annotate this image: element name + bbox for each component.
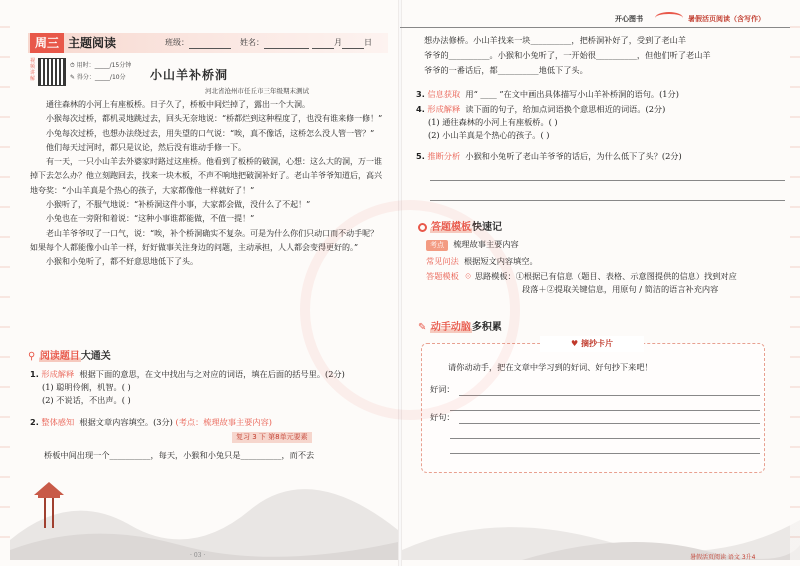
q4-sub1[interactable]: (1) 通往森林的小河上有座板桥。( ) xyxy=(428,117,558,127)
paragraph: 小兔也在一旁附和着说：“这种小事谁都能做，不值一提！” xyxy=(46,214,255,224)
template-row-answer: 答题模板 ☉ 思路模板：①根据已有信息（题目、表格、示意图提供的信息）找到对应 段落＋②提取关键信息，用原句 / 简洁的语言补充内容 xyxy=(426,271,737,294)
q2-fill-line[interactable]: 桥板中间出现一个__________，每天，小猴和小兔只是__________，而不去 xyxy=(44,450,315,460)
crane-icon xyxy=(655,12,683,24)
question-2: 2. 整体感知 根据文章内容填空。(3分) (考点：梳理故事主要内容) xyxy=(30,417,272,427)
template-topic: 考点 梳理故事主要内容 xyxy=(426,238,786,251)
template-row-question: 常见问法 根据短文内容填空。 xyxy=(426,256,538,266)
excerpt-card-title: ♥ 摘抄卡片 xyxy=(540,336,644,352)
watermark-logo xyxy=(300,200,520,420)
q1-sub2[interactable]: (2) 不说话，不出声。( ) xyxy=(42,395,131,405)
score-row: ✎ 得分：_____/10分 xyxy=(70,74,126,81)
question-4: 4. 形成解释 读下面的句子，给加点词语换个意思相近的词语。(2分) (1) 通往森林的小河上有座板桥。( ) (2) 小山羊真是个热心的孩子。( ) xyxy=(416,103,786,142)
q5-answer-line-1[interactable] xyxy=(430,180,785,181)
paragraph: 通往森林的小河上有座板桥。日子久了，桥板中间烂掉了，露出一个大洞。 xyxy=(46,100,310,109)
paragraph: 小猴每次过桥，都机灵地跳过去，回头无奈地说：“桥都烂到这种程度了，也没有谁来修一修！” xyxy=(46,114,383,124)
header-rule xyxy=(400,27,790,28)
ink-landscape-decor-right xyxy=(402,470,800,560)
excerpt-card-prompt: 请你动动手，把在文章中学习到的好词、好句抄下来吧！ xyxy=(448,362,653,372)
question-5: 5. 推断分析 小猴和小兔听了老山羊爷爷的话后，为什么低下了头？(2分) xyxy=(416,151,682,161)
paragraph: 小猴听了，不服气地说：“补桥洞这件小事，大家都会做，没什么了不起！” xyxy=(46,200,311,210)
section-title-hands-on: ✎ 动手动脑多积累 xyxy=(418,322,502,333)
class-field[interactable]: 班级： xyxy=(165,33,231,53)
pencil-icon: ✎ xyxy=(418,322,427,333)
q2-continued[interactable]: 想办法修桥。小山羊找来一块__________，把桥洞补好了，受到了老山羊 爷爷的__________。小猴和小兔听了，一开始很__________，但他们听了老山羊 爷爷的一番话后，都__________地低下了头。 xyxy=(424,35,711,75)
qr-code[interactable] xyxy=(38,58,66,86)
paragraph: 小兔每次过桥，也想办法绕过去，用失望的口气说：“唉，真不像话，这桥怎么没人管一管？” xyxy=(46,128,375,138)
story-source: 河北省沧州市任丘市三年级期末测试 xyxy=(205,87,309,95)
story-title: 小山羊补桥洞 xyxy=(150,68,229,82)
q5-answer-line-2[interactable] xyxy=(430,200,785,201)
topic-pill: 考点 xyxy=(426,240,448,251)
date-field[interactable]: 月 日 xyxy=(312,33,372,53)
paragraph: 他们每天过河时，都只是议论，然后没有谁动手修一下。 xyxy=(46,142,246,152)
lightbulb-icon: ☉ xyxy=(463,271,473,281)
header-title: 暑假活页阅读（含写作） xyxy=(688,15,765,23)
q1-sub1[interactable]: (1) 聪明伶俐，机智。( ) xyxy=(42,382,131,392)
header-brand: 开心图书 xyxy=(615,15,643,23)
good-sentences-field[interactable]: 好句： xyxy=(430,410,760,454)
paragraph: 有一天，一只小山羊去外婆家时路过这座桥。他看到了板桥的破洞，心想：这么大的洞，万一谁掉下去怎么办？他立刻跑回去，找来一块木板，不声不响地把破洞补好了。老山羊爷爷知道后，高兴地夸奖：“小山羊真是个热心的孩子，大家都像他一样就好了！” xyxy=(30,157,382,195)
heart-icon: ♥ xyxy=(571,339,579,348)
good-words-field[interactable]: 好词： xyxy=(430,382,760,411)
question-3: 3. 信息获取 用“ ____ ”在文中画出具体描写小山羊补桥洞的语句。(1分) xyxy=(416,89,679,99)
footer-label: 暑假活页阅读 语文 3升4 xyxy=(690,554,756,561)
paragraph: 老山羊爷爷叹了一口气，说：“唉，补个桥洞确实不复杂。可是为什么你们只动口而不动手呢？如果每个人都能像小山羊一样，好好做事关注身边的问题，主动承担，人人都会变得更好的。” xyxy=(30,228,379,252)
question-1: 1. 形成解释 根据下面的意思，在文中找出与之对应的词语，填在后面的括号里。(2分) (1) 聪明伶俐，机智。( ) (2) 不说话，不出声。( ) xyxy=(30,368,390,407)
time-score-box xyxy=(70,60,131,84)
time-row: ⏱ 用时：_____/15分钟 xyxy=(70,62,132,69)
name-field[interactable]: 姓名： xyxy=(240,33,309,53)
magnifier-icon: ⚲ xyxy=(28,351,36,362)
left-edge-decor xyxy=(0,0,10,566)
page-number: · 03 · xyxy=(190,552,206,559)
ink-landscape-decor xyxy=(10,470,398,560)
review-tag: 复习 3 下 第8单元要素 xyxy=(232,432,312,443)
week-badge: 周三 xyxy=(30,33,64,53)
q4-sub2[interactable]: (2) 小山羊真是个热心的孩子。( ) xyxy=(428,130,550,140)
topic-label: 主题阅读 xyxy=(68,36,117,50)
section-title-reading: ⚲ 阅读题目大通关 xyxy=(28,351,111,362)
right-edge-decor xyxy=(790,0,800,566)
section-title-template: 答题模板快速记 xyxy=(418,218,502,233)
paragraph: 小猴和小兔听了，都不好意思地低下了头。 xyxy=(46,257,198,267)
qr-label: 视频讲解 xyxy=(30,58,36,82)
q2-hint: (考点：梳理故事主要内容) xyxy=(175,417,272,427)
